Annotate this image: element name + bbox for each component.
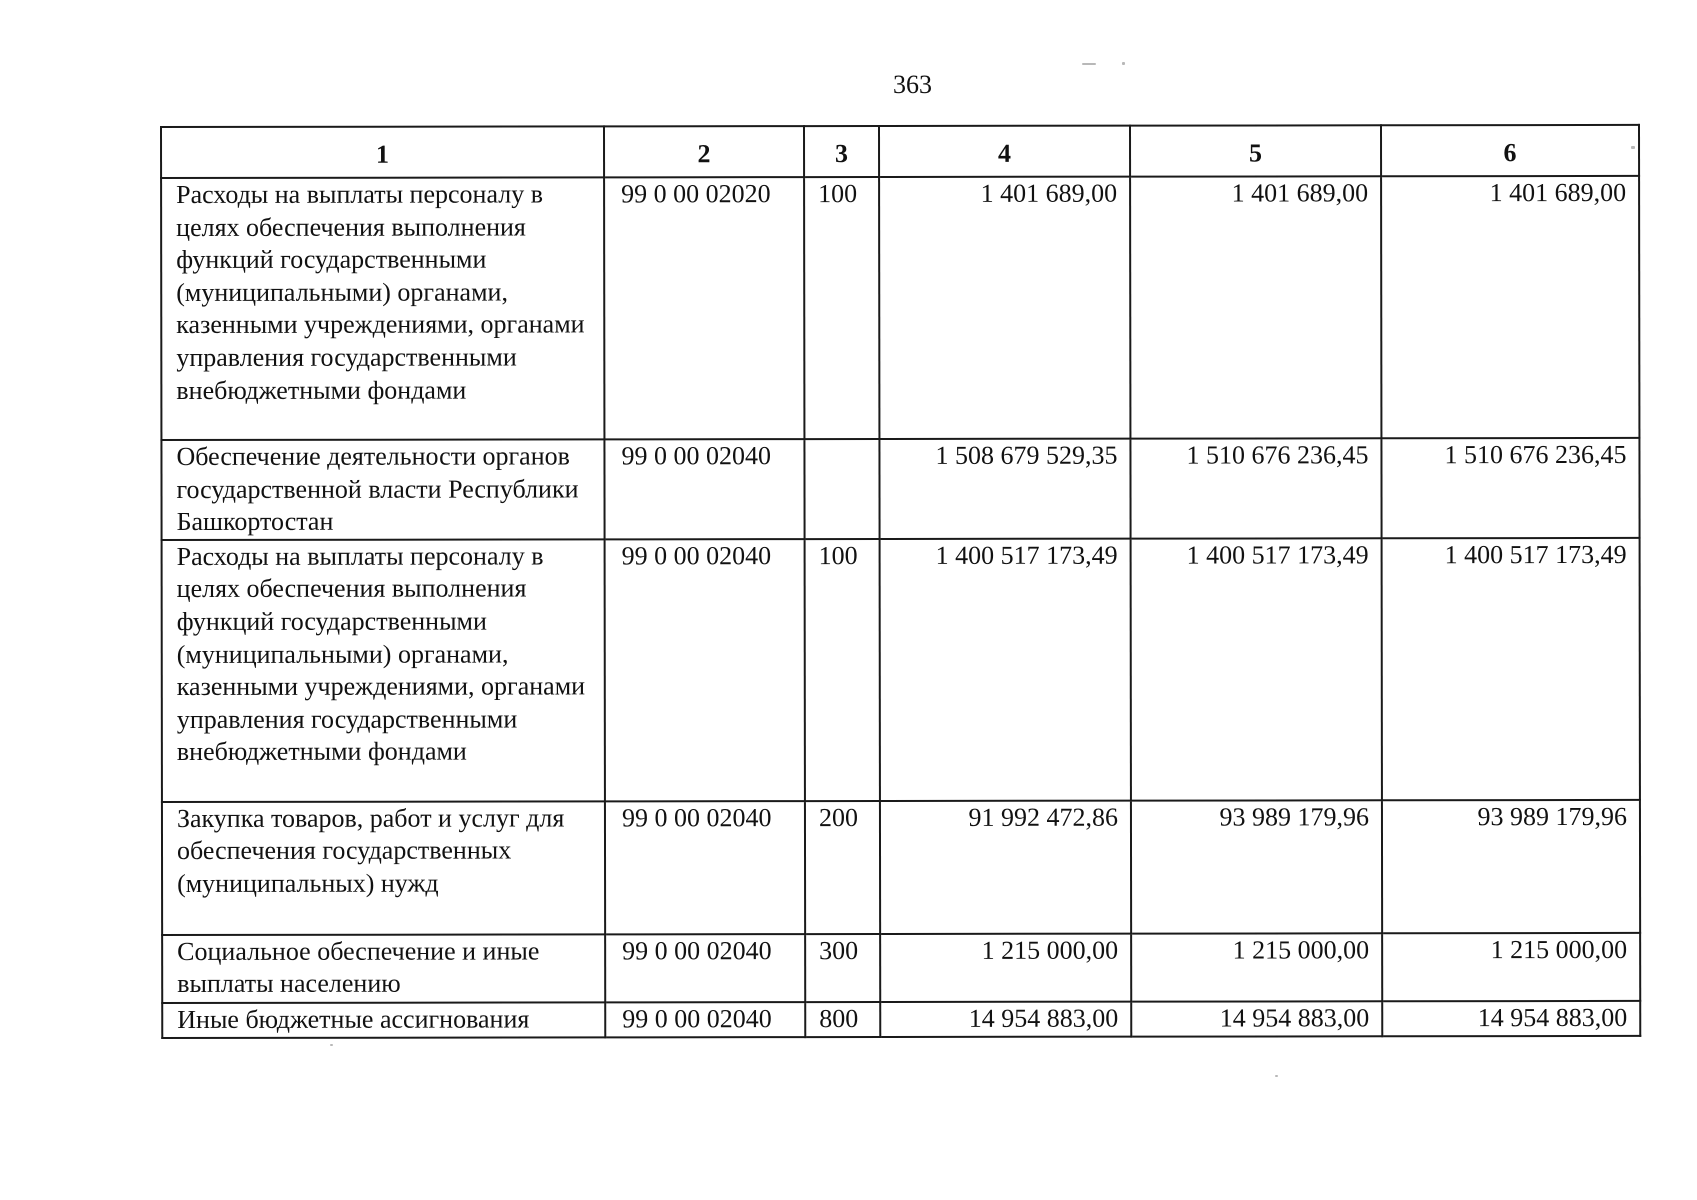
table-row <box>162 1001 1640 1038</box>
column-header: 3 <box>804 126 879 177</box>
scan-speck <box>1082 63 1096 65</box>
expense-type-cell <box>804 439 879 539</box>
target-code-cell: 99 0 00 02040 <box>605 934 805 1002</box>
amount-col6-cell: 1 510 676 236,45 <box>1381 438 1639 538</box>
amount-col6-cell: 1 401 689,00 <box>1381 176 1639 438</box>
amount-col5-cell: 1 215 000,00 <box>1131 933 1382 1001</box>
amount-col6-cell: 14 954 883,00 <box>1382 1001 1640 1036</box>
amount-col4-cell: 1 401 689,00 <box>879 177 1130 439</box>
column-header: 6 <box>1381 125 1639 176</box>
expense-type-cell: 100 <box>805 539 880 801</box>
amount-col5-cell: 1 400 517 173,49 <box>1131 538 1382 800</box>
expense-type-cell: 100 <box>804 177 879 439</box>
scan-speck <box>1631 146 1635 149</box>
amount-col5-cell: 1 510 676 236,45 <box>1130 438 1381 538</box>
target-code-cell: 99 0 00 02040 <box>604 439 804 539</box>
amount-col6-cell: 1 215 000,00 <box>1382 933 1640 1001</box>
expense-name-cell: Закупка товаров, работ и услуг для обеспечения государственных (муниципальных) нужд <box>162 801 605 935</box>
expense-type-cell: 300 <box>805 934 880 1002</box>
expense-name-cell: Социальное обеспечение и иные выплаты населению <box>162 934 605 1003</box>
page-number: 363 <box>893 70 932 99</box>
column-header: 5 <box>1130 125 1381 176</box>
table-row <box>161 438 1639 540</box>
expense-name-cell: Расходы на выплаты персоналу в целях обеспечения выполнения функций государственными (муниципальными) органами, казенными учреждениями, органами управления государственными внебюджетными фондами <box>161 177 604 440</box>
scan-speck <box>1275 1075 1278 1077</box>
amount-col4-cell: 1 508 679 529,35 <box>879 439 1130 539</box>
amount-col6-cell: 93 989 179,96 <box>1382 800 1640 933</box>
expense-type-cell: 800 <box>805 1002 880 1037</box>
budget-table <box>160 124 1641 1039</box>
table-header-row <box>161 125 1639 178</box>
expense-name-cell: Обеспечение деятельности органов государственной власти Республики Башкортостан <box>161 439 604 539</box>
scan-speck <box>1122 62 1125 65</box>
target-code-cell: 99 0 00 02040 <box>605 539 805 801</box>
scan-speck <box>330 1044 333 1046</box>
table-row <box>162 538 1640 802</box>
column-header: 4 <box>879 126 1130 177</box>
amount-col6-cell: 1 400 517 173,49 <box>1382 538 1640 800</box>
amount-col5-cell: 14 954 883,00 <box>1131 1001 1382 1036</box>
target-code-cell: 99 0 00 02020 <box>604 177 804 439</box>
expense-name-cell: Расходы на выплаты персоналу в целях обеспечения выполнения функций государственными (муниципальными) органами, казенными учреждениями, органами управления государственными внебюджетными фондами <box>162 539 605 802</box>
amount-col4-cell: 91 992 472,86 <box>880 800 1131 933</box>
amount-col5-cell: 1 401 689,00 <box>1130 176 1381 438</box>
expense-name-cell: Иные бюджетные ассигнования <box>162 1002 605 1038</box>
table-row <box>161 176 1639 440</box>
table-row <box>162 933 1640 1003</box>
table-row <box>162 800 1640 935</box>
column-header: 1 <box>161 126 604 178</box>
amount-col5-cell: 93 989 179,96 <box>1131 800 1382 933</box>
amount-col4-cell: 14 954 883,00 <box>880 1001 1131 1036</box>
target-code-cell: 99 0 00 02040 <box>605 1002 805 1037</box>
amount-col4-cell: 1 400 517 173,49 <box>880 538 1131 800</box>
expense-type-cell: 200 <box>805 801 880 934</box>
target-code-cell: 99 0 00 02040 <box>605 801 805 934</box>
column-header: 2 <box>604 126 804 177</box>
amount-col4-cell: 1 215 000,00 <box>880 933 1131 1001</box>
